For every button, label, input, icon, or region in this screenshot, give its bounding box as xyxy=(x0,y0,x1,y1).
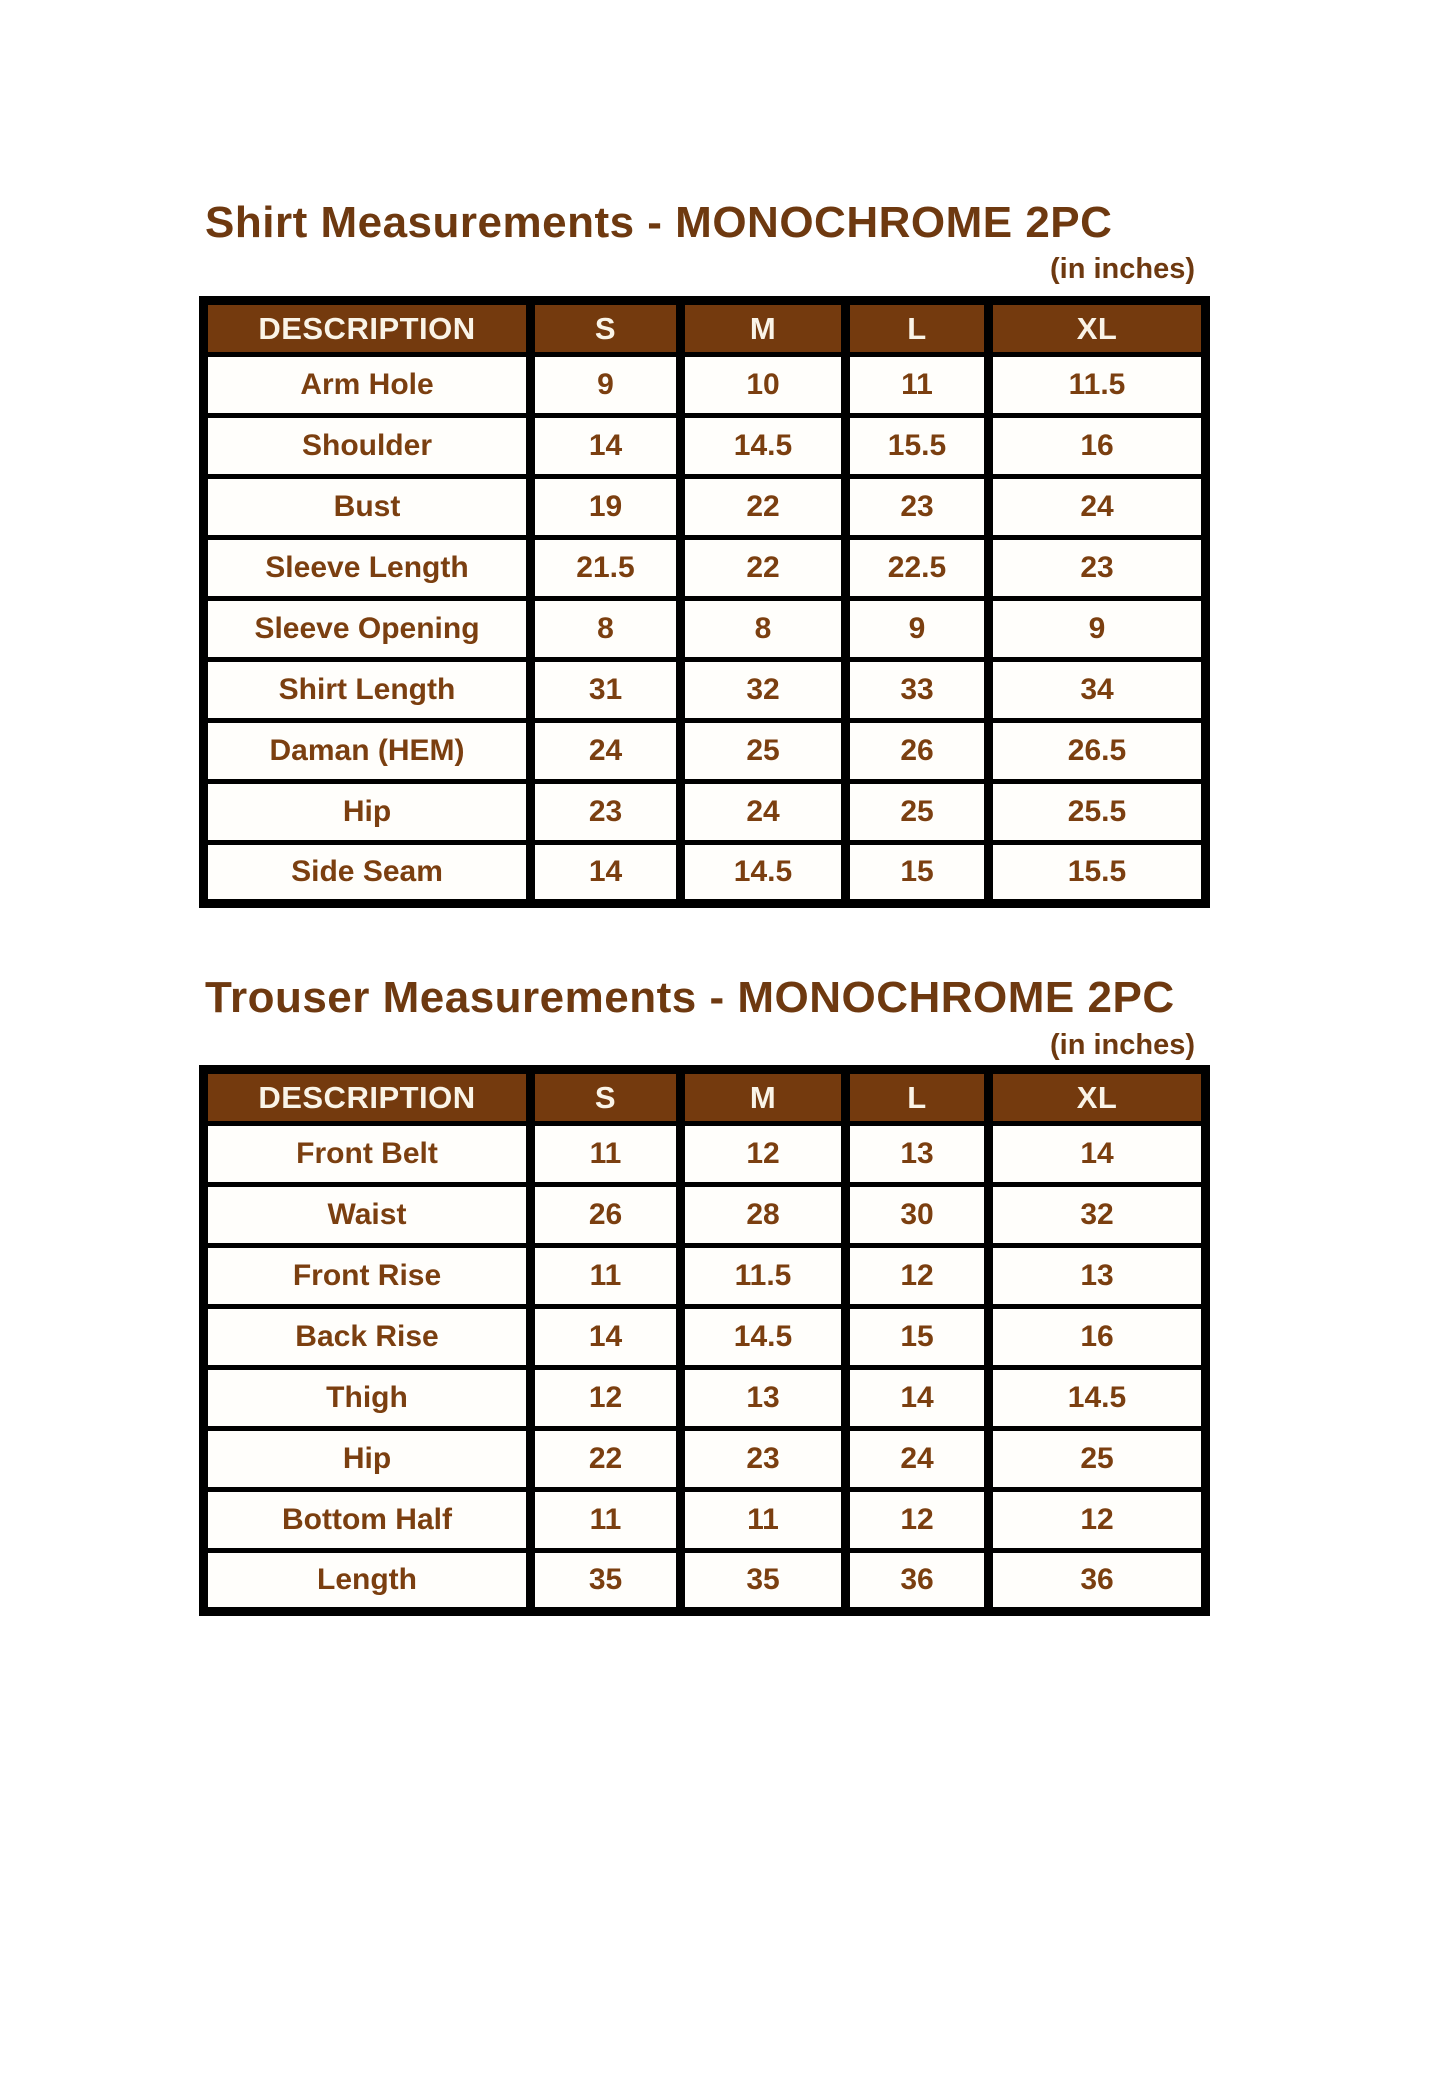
value-cell: 15 xyxy=(846,843,989,904)
trouser-measurements-table xyxy=(199,1065,1210,1616)
value-cell: 22 xyxy=(681,477,846,538)
trouser-unit-note: (in inches) xyxy=(1049,1029,1195,1061)
table-row-bottom-half xyxy=(204,1490,1206,1551)
value-cell: 13 xyxy=(989,1246,1206,1307)
value-cell: 24 xyxy=(989,477,1206,538)
value-cell: 14 xyxy=(846,1368,989,1429)
value-cell: 11 xyxy=(531,1490,681,1551)
value-cell: 19 xyxy=(531,477,681,538)
value-cell: 36 xyxy=(989,1551,1206,1612)
row-label: Daman (HEM) xyxy=(204,721,531,782)
value-cell: 26.5 xyxy=(989,721,1206,782)
table-row-arm-hole xyxy=(204,355,1206,416)
value-cell: 12 xyxy=(846,1246,989,1307)
column-header-s: S xyxy=(531,301,681,355)
table-row-back-rise xyxy=(204,1307,1206,1368)
column-header-xl: XL xyxy=(989,301,1206,355)
value-cell: 11 xyxy=(531,1124,681,1185)
value-cell: 10 xyxy=(681,355,846,416)
value-cell: 12 xyxy=(989,1490,1206,1551)
value-cell: 14 xyxy=(531,416,681,477)
value-cell: 14 xyxy=(989,1124,1206,1185)
value-cell: 14.5 xyxy=(681,416,846,477)
table-row-shirt-length xyxy=(204,660,1206,721)
column-header-description: DESCRIPTION xyxy=(204,1070,531,1124)
value-cell: 12 xyxy=(846,1490,989,1551)
column-header-l: L xyxy=(846,301,989,355)
header-row xyxy=(204,301,1206,355)
row-label: Back Rise xyxy=(204,1307,531,1368)
value-cell: 24 xyxy=(846,1429,989,1490)
value-cell: 12 xyxy=(681,1124,846,1185)
value-cell: 22 xyxy=(681,538,846,599)
row-label: Sleeve Opening xyxy=(204,599,531,660)
value-cell: 28 xyxy=(681,1185,846,1246)
row-label: Arm Hole xyxy=(204,355,531,416)
value-cell: 11.5 xyxy=(681,1246,846,1307)
table-row-bust xyxy=(204,477,1206,538)
value-cell: 15.5 xyxy=(989,843,1206,904)
header-row xyxy=(204,1070,1206,1124)
value-cell: 15.5 xyxy=(846,416,989,477)
table-row-shoulder xyxy=(204,416,1206,477)
value-cell: 16 xyxy=(989,1307,1206,1368)
value-cell: 9 xyxy=(846,599,989,660)
row-label: Bust xyxy=(204,477,531,538)
value-cell: 14 xyxy=(531,1307,681,1368)
column-header-m: M xyxy=(681,301,846,355)
value-cell: 11 xyxy=(846,355,989,416)
value-cell: 9 xyxy=(989,599,1206,660)
table-row-daman-hem xyxy=(204,721,1206,782)
row-label: Waist xyxy=(204,1185,531,1246)
trouser-section-title: Trouser Measurements - MONOCHROME 2PC xyxy=(205,973,1175,1022)
value-cell: 8 xyxy=(681,599,846,660)
table-row-thigh xyxy=(204,1368,1206,1429)
value-cell: 13 xyxy=(846,1124,989,1185)
value-cell: 22.5 xyxy=(846,538,989,599)
value-cell: 24 xyxy=(531,721,681,782)
value-cell: 22 xyxy=(531,1429,681,1490)
value-cell: 30 xyxy=(846,1185,989,1246)
value-cell: 11 xyxy=(531,1246,681,1307)
value-cell: 23 xyxy=(846,477,989,538)
value-cell: 32 xyxy=(989,1185,1206,1246)
value-cell: 26 xyxy=(846,721,989,782)
value-cell: 23 xyxy=(531,782,681,843)
value-cell: 16 xyxy=(989,416,1206,477)
value-cell: 12 xyxy=(531,1368,681,1429)
value-cell: 31 xyxy=(531,660,681,721)
value-cell: 35 xyxy=(681,1551,846,1612)
column-header-m: M xyxy=(681,1070,846,1124)
row-label: Shoulder xyxy=(204,416,531,477)
value-cell: 13 xyxy=(681,1368,846,1429)
row-label: Hip xyxy=(204,782,531,843)
value-cell: 11.5 xyxy=(989,355,1206,416)
shirt-section-title: Shirt Measurements - MONOCHROME 2PC xyxy=(205,198,1113,247)
value-cell: 34 xyxy=(989,660,1206,721)
value-cell: 14.5 xyxy=(989,1368,1206,1429)
value-cell: 11 xyxy=(681,1490,846,1551)
value-cell: 25 xyxy=(681,721,846,782)
row-label: Shirt Length xyxy=(204,660,531,721)
table-row-sleeve-opening xyxy=(204,599,1206,660)
value-cell: 14 xyxy=(531,843,681,904)
row-label: Length xyxy=(204,1551,531,1612)
row-label: Front Belt xyxy=(204,1124,531,1185)
value-cell: 26 xyxy=(531,1185,681,1246)
value-cell: 8 xyxy=(531,599,681,660)
value-cell: 24 xyxy=(681,782,846,843)
value-cell: 23 xyxy=(681,1429,846,1490)
table-row-front-rise xyxy=(204,1246,1206,1307)
table-row-waist xyxy=(204,1185,1206,1246)
value-cell: 33 xyxy=(846,660,989,721)
value-cell: 35 xyxy=(531,1551,681,1612)
column-header-description: DESCRIPTION xyxy=(204,301,531,355)
value-cell: 9 xyxy=(531,355,681,416)
value-cell: 21.5 xyxy=(531,538,681,599)
row-label: Thigh xyxy=(204,1368,531,1429)
value-cell: 15 xyxy=(846,1307,989,1368)
row-label: Side Seam xyxy=(204,843,531,904)
table-row-hip xyxy=(204,782,1206,843)
column-header-l: L xyxy=(846,1070,989,1124)
value-cell: 23 xyxy=(989,538,1206,599)
column-header-xl: XL xyxy=(989,1070,1206,1124)
table-row-hip xyxy=(204,1429,1206,1490)
value-cell: 25 xyxy=(846,782,989,843)
table-row-sleeve-length xyxy=(204,538,1206,599)
table-row-length xyxy=(204,1551,1206,1612)
value-cell: 25.5 xyxy=(989,782,1206,843)
value-cell: 32 xyxy=(681,660,846,721)
table-row-front-belt xyxy=(204,1124,1206,1185)
value-cell: 14.5 xyxy=(681,1307,846,1368)
value-cell: 25 xyxy=(989,1429,1206,1490)
value-cell: 36 xyxy=(846,1551,989,1612)
row-label: Bottom Half xyxy=(204,1490,531,1551)
row-label: Front Rise xyxy=(204,1246,531,1307)
shirt-measurements-table xyxy=(199,296,1210,908)
row-label: Sleeve Length xyxy=(204,538,531,599)
row-label: Hip xyxy=(204,1429,531,1490)
value-cell: 14.5 xyxy=(681,843,846,904)
table-row-side-seam xyxy=(204,843,1206,904)
shirt-unit-note: (in inches) xyxy=(1049,253,1195,285)
column-header-s: S xyxy=(531,1070,681,1124)
